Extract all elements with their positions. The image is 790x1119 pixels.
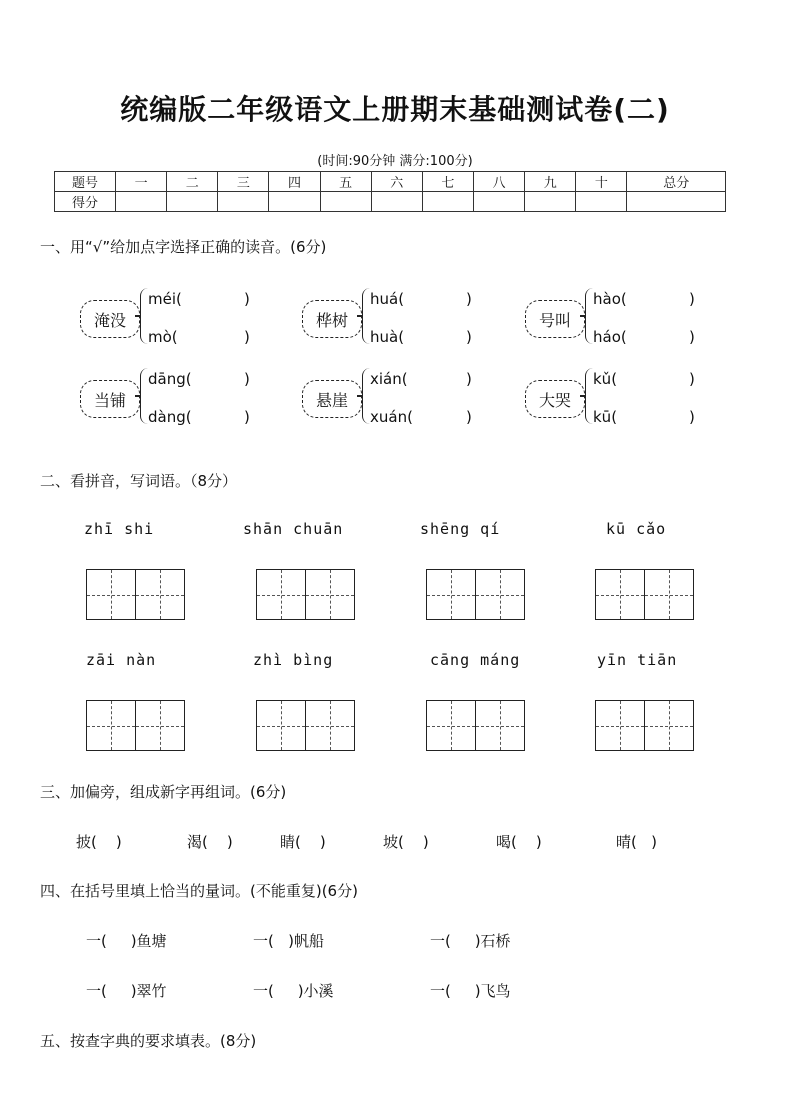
close-paren: ) xyxy=(466,290,472,308)
grid-cell[interactable] xyxy=(136,570,184,619)
close-paren: ) xyxy=(244,408,250,426)
pinyin-text: xián( xyxy=(370,370,408,388)
score-input-cell[interactable] xyxy=(320,192,371,212)
word-badge: 号叫 xyxy=(525,300,585,338)
pinyin-option[interactable] xyxy=(370,408,472,426)
grid-cell[interactable] xyxy=(87,570,136,619)
measure-word-item[interactable]: 一( )鱼塘 xyxy=(86,932,167,950)
pinyin-prompt: shēng qí xyxy=(420,520,501,538)
pinyin-text: kū( xyxy=(593,408,618,426)
pinyin-option[interactable] xyxy=(148,408,250,426)
radical-item[interactable]: 披( ) xyxy=(76,833,122,851)
pinyin-prompt: shān chuān xyxy=(243,520,344,538)
pinyin-choice-group xyxy=(302,368,502,428)
pinyin-prompt: zāi nàn xyxy=(86,651,157,669)
pinyin-prompt: kū cǎo xyxy=(606,520,667,538)
grid-cell[interactable] xyxy=(257,570,306,619)
page-title: 统编版二年级语文上册期末基础测试卷(二) xyxy=(120,93,670,126)
table-cell: 四 xyxy=(269,172,320,192)
close-paren: ) xyxy=(244,290,250,308)
table-cell: 九 xyxy=(525,172,576,192)
pinyin-prompt: zhì bìng xyxy=(253,651,334,669)
table-cell: 三 xyxy=(218,172,269,192)
word-badge: 悬崖 xyxy=(302,380,362,418)
writing-grid[interactable] xyxy=(426,569,525,620)
grid-cell[interactable] xyxy=(645,570,693,619)
pinyin-option[interactable] xyxy=(593,370,695,388)
score-input-cell[interactable] xyxy=(269,192,320,212)
pinyin-option[interactable] xyxy=(593,328,695,346)
pinyin-prompt: yīn tiān xyxy=(597,651,678,669)
writing-grid[interactable] xyxy=(256,569,355,620)
pinyin-choice-group xyxy=(302,288,502,348)
word-badge: 大哭 xyxy=(525,380,585,418)
pinyin-option[interactable] xyxy=(148,328,250,346)
measure-word-item[interactable]: 一( )石桥 xyxy=(430,932,511,950)
table-cell: 八 xyxy=(473,172,524,192)
pinyin-choice-group xyxy=(525,288,725,348)
table-cell: 题号 xyxy=(55,172,116,192)
close-paren: ) xyxy=(689,408,695,426)
measure-word-item[interactable]: 一( )飞鸟 xyxy=(430,982,511,1000)
pinyin-choice-group xyxy=(525,368,725,428)
pinyin-text: háo( xyxy=(593,328,627,346)
score-input-cell[interactable] xyxy=(473,192,524,212)
question-5-heading: 五、按查字典的要求填表。(8分) xyxy=(40,1032,257,1050)
close-paren: ) xyxy=(689,290,695,308)
pinyin-choice-group xyxy=(80,368,280,428)
pinyin-text: hào( xyxy=(593,290,627,308)
grid-cell[interactable] xyxy=(476,701,524,750)
writing-grid[interactable] xyxy=(595,700,694,751)
pinyin-text: huá( xyxy=(370,290,405,308)
grid-cell[interactable] xyxy=(427,570,476,619)
table-cell: 二 xyxy=(167,172,218,192)
pinyin-choice-group xyxy=(80,288,280,348)
score-table-score-row xyxy=(55,192,726,212)
pinyin-option[interactable] xyxy=(148,290,250,308)
question-1-heading: 一、用“√”给加点字选择正确的读音。(6分) xyxy=(40,238,327,256)
table-cell: 得分 xyxy=(55,192,116,212)
grid-cell[interactable] xyxy=(427,701,476,750)
measure-word-item[interactable]: 一( )帆船 xyxy=(253,932,325,950)
table-cell: 十 xyxy=(576,172,627,192)
pinyin-text: kǔ( xyxy=(593,370,618,388)
score-input-cell[interactable] xyxy=(167,192,218,212)
table-cell: 七 xyxy=(422,172,473,192)
radical-item[interactable]: 睛( ) xyxy=(280,833,326,851)
grid-cell[interactable] xyxy=(87,701,136,750)
close-paren: ) xyxy=(466,408,472,426)
close-paren: ) xyxy=(244,328,250,346)
grid-cell[interactable] xyxy=(596,701,645,750)
measure-word-item[interactable]: 一( )小溪 xyxy=(253,982,334,1000)
word-badge: 当铺 xyxy=(80,380,140,418)
grid-cell[interactable] xyxy=(476,570,524,619)
score-input-cell[interactable] xyxy=(422,192,473,212)
pinyin-option[interactable] xyxy=(593,408,695,426)
grid-cell[interactable] xyxy=(645,701,693,750)
writing-grid[interactable] xyxy=(86,569,185,620)
table-cell: 总分 xyxy=(627,172,726,192)
exam-info: (时间:90分钟 满分:100分) xyxy=(317,154,473,169)
score-input-cell[interactable] xyxy=(525,192,576,212)
question-2-heading: 二、看拼音，写词语。（8分） xyxy=(40,472,238,490)
pinyin-option[interactable] xyxy=(370,290,472,308)
pinyin-text: dāng( xyxy=(148,370,192,388)
pinyin-prompt: cāng máng xyxy=(430,651,521,669)
table-cell: 六 xyxy=(371,172,422,192)
pinyin-option[interactable] xyxy=(370,370,472,388)
score-input-cell[interactable] xyxy=(371,192,422,212)
radical-item[interactable]: 喝( ) xyxy=(496,833,542,851)
pinyin-text: huà( xyxy=(370,328,405,346)
word-badge: 淹没 xyxy=(80,300,140,338)
pinyin-option[interactable] xyxy=(593,290,695,308)
close-paren: ) xyxy=(466,370,472,388)
score-input-cell[interactable] xyxy=(116,192,167,212)
pinyin-text: méi( xyxy=(148,290,182,308)
writing-grid[interactable] xyxy=(595,569,694,620)
grid-cell[interactable] xyxy=(306,570,354,619)
grid-cell[interactable] xyxy=(596,570,645,619)
pinyin-text: xuán( xyxy=(370,408,413,426)
score-input-cell[interactable] xyxy=(627,192,726,212)
writing-grid[interactable] xyxy=(86,700,185,751)
close-paren: ) xyxy=(689,328,695,346)
close-paren: ) xyxy=(244,370,250,388)
close-paren: ) xyxy=(689,370,695,388)
writing-grid[interactable] xyxy=(256,700,355,751)
pinyin-option[interactable] xyxy=(148,370,250,388)
grid-cell[interactable] xyxy=(257,701,306,750)
grid-cell[interactable] xyxy=(306,701,354,750)
writing-grid[interactable] xyxy=(426,700,525,751)
radical-item[interactable]: 渴( ) xyxy=(187,833,233,851)
question-4-heading: 四、在括号里填上恰当的量词。(不能重复)(6分) xyxy=(40,882,358,900)
grid-cell[interactable] xyxy=(136,701,184,750)
score-table xyxy=(54,171,726,212)
radical-item[interactable]: 晴( ) xyxy=(616,833,658,851)
pinyin-option[interactable] xyxy=(370,328,472,346)
word-badge: 桦树 xyxy=(302,300,362,338)
pinyin-text: dàng( xyxy=(148,408,192,426)
close-paren: ) xyxy=(466,328,472,346)
score-table-header-row xyxy=(55,172,726,192)
measure-word-item[interactable]: 一( )翠竹 xyxy=(86,982,167,1000)
score-input-cell[interactable] xyxy=(218,192,269,212)
pinyin-prompt: zhī shi xyxy=(84,520,155,538)
pinyin-text: mò( xyxy=(148,328,178,346)
score-input-cell[interactable] xyxy=(576,192,627,212)
question-3-heading: 三、加偏旁，组成新字再组词。(6分) xyxy=(40,783,287,801)
table-cell: 一 xyxy=(116,172,167,192)
radical-item[interactable]: 坡( ) xyxy=(383,833,429,851)
table-cell: 五 xyxy=(320,172,371,192)
